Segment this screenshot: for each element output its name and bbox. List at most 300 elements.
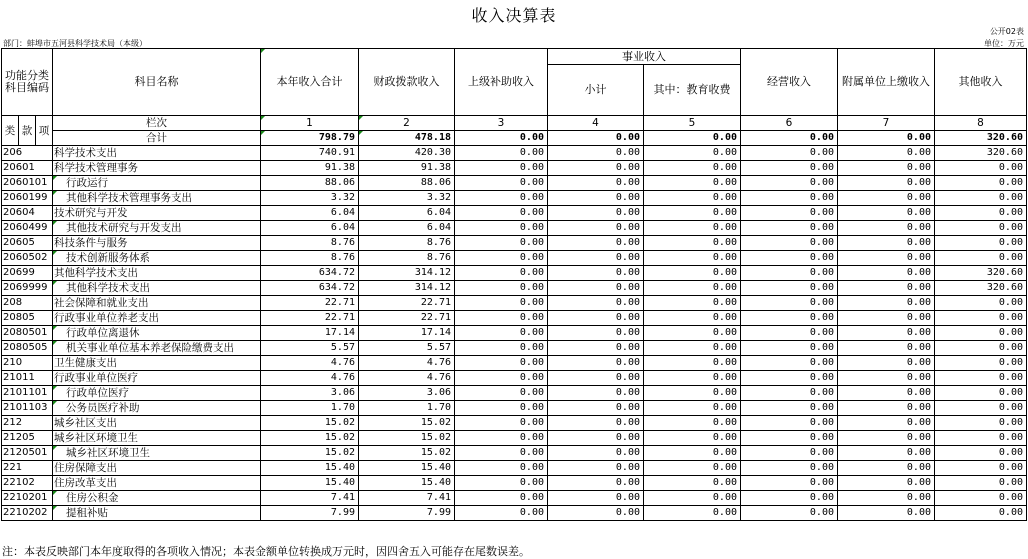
row-value: 0.00 (741, 461, 838, 476)
total-value: 0.00 (838, 131, 935, 146)
row-value: 0.00 (741, 446, 838, 461)
row-value: 0.00 (548, 386, 644, 401)
row-value: 0.00 (548, 236, 644, 251)
row-value: 15.02 (261, 446, 359, 461)
row-code: 210 (2, 356, 53, 371)
row-value: 0.00 (548, 491, 644, 506)
row-value: 0.00 (935, 221, 1027, 236)
table-row (2, 161, 1027, 176)
row-code: 206 (2, 146, 53, 161)
row-value: 740.91 (261, 146, 359, 161)
row-value: 8.76 (359, 236, 455, 251)
row-value: 634.72 (261, 266, 359, 281)
row-value: 0.00 (838, 281, 935, 296)
total-value: 0.00 (741, 131, 838, 146)
row-value: 0.00 (935, 191, 1027, 206)
row-value: 0.00 (838, 386, 935, 401)
row-value: 0.00 (741, 401, 838, 416)
row-value: 0.00 (455, 176, 548, 191)
header-affiliated: 附属单位上缴收入 (838, 49, 935, 116)
row-code: 2080505 (2, 341, 53, 356)
row-value: 0.00 (548, 191, 644, 206)
row-value: 0.00 (548, 431, 644, 446)
row-code: 20805 (2, 311, 53, 326)
table-row (2, 236, 1027, 251)
header-business-edu: 其中：教育收费 (644, 65, 741, 116)
row-value: 15.02 (359, 416, 455, 431)
row-value: 0.00 (741, 146, 838, 161)
row-name: 科技条件与服务 (53, 236, 261, 251)
table-row (2, 341, 1027, 356)
row-value: 0.00 (741, 326, 838, 341)
row-value: 0.00 (455, 221, 548, 236)
row-name: 科学技术管理事务 (53, 161, 261, 176)
row-value: 0.00 (548, 356, 644, 371)
row-value: 0.00 (935, 356, 1027, 371)
row-name: 城乡社区环境卫生 (53, 431, 261, 446)
row-value: 0.00 (935, 461, 1027, 476)
total-value: 798.79 (261, 131, 359, 146)
header-superior: 上级补助收入 (455, 49, 548, 116)
col-number: 8 (935, 116, 1027, 131)
table-row (2, 251, 1027, 266)
header-other: 其他收入 (935, 49, 1027, 116)
row-name: 住房保障支出 (53, 461, 261, 476)
row-value: 6.04 (261, 221, 359, 236)
row-value: 5.57 (261, 341, 359, 356)
row-value: 0.00 (741, 191, 838, 206)
row-value: 4.76 (359, 371, 455, 386)
header-lanci: 栏次 (53, 116, 261, 131)
row-value: 0.00 (548, 176, 644, 191)
total-value: 0.00 (644, 131, 741, 146)
row-code: 20605 (2, 236, 53, 251)
row-code: 2080501 (2, 326, 53, 341)
row-value: 0.00 (644, 296, 741, 311)
row-value: 0.00 (935, 371, 1027, 386)
row-value: 0.00 (741, 371, 838, 386)
row-name: 技术研究与开发 (53, 206, 261, 221)
table-row (2, 401, 1027, 416)
row-value: 0.00 (838, 146, 935, 161)
unit-label: 单位：万元 (984, 39, 1024, 48)
row-value: 0.00 (935, 491, 1027, 506)
row-value: 314.12 (359, 281, 455, 296)
row-value: 0.00 (741, 221, 838, 236)
row-value: 0.00 (741, 236, 838, 251)
row-value: 0.00 (935, 326, 1027, 341)
row-value: 0.00 (838, 236, 935, 251)
table-row (2, 491, 1027, 506)
row-value: 0.00 (838, 296, 935, 311)
row-code: 2060101 (2, 176, 53, 191)
table-row (2, 266, 1027, 281)
row-value: 0.00 (935, 176, 1027, 191)
row-value: 22.71 (359, 296, 455, 311)
row-code: 21205 (2, 431, 53, 446)
table-row (2, 416, 1027, 431)
row-name: 公务员医疗补助 (53, 401, 261, 416)
col-number: 1 (261, 116, 359, 131)
row-value: 0.00 (644, 401, 741, 416)
row-value: 0.00 (741, 176, 838, 191)
row-value: 0.00 (548, 221, 644, 236)
table-row (2, 191, 1027, 206)
row-value: 0.00 (644, 146, 741, 161)
row-value: 0.00 (838, 446, 935, 461)
row-value: 0.00 (838, 221, 935, 236)
row-name: 社会保障和就业支出 (53, 296, 261, 311)
row-value: 0.00 (935, 506, 1027, 521)
header-kuan: 款 (19, 116, 36, 146)
row-value: 0.00 (455, 341, 548, 356)
row-value: 3.32 (261, 191, 359, 206)
row-value: 0.00 (838, 311, 935, 326)
footnote: 注：本表反映部门本年度取得的各项收入情况；本表金额单位转换成万元时，因四舍五入可能存在尾数误差。 (2, 545, 530, 558)
row-value: 0.00 (935, 341, 1027, 356)
col-number: 7 (838, 116, 935, 131)
row-value: 0.00 (455, 191, 548, 206)
row-value: 0.00 (741, 356, 838, 371)
row-value: 0.00 (935, 311, 1027, 326)
page-title: 收入决算表 (471, 6, 557, 25)
header-code: 功能分类科目编码 (2, 49, 53, 116)
row-value: 0.00 (548, 401, 644, 416)
table-row (2, 371, 1027, 386)
row-value: 22.71 (261, 296, 359, 311)
row-value: 0.00 (455, 266, 548, 281)
header-lei: 类 (2, 116, 19, 146)
row-value: 0.00 (548, 326, 644, 341)
row-value: 0.00 (548, 416, 644, 431)
row-code: 20699 (2, 266, 53, 281)
row-code: 2060502 (2, 251, 53, 266)
row-value: 0.00 (644, 251, 741, 266)
row-name: 其他技术研究与开发支出 (53, 221, 261, 236)
row-value: 17.14 (261, 326, 359, 341)
row-value: 0.00 (644, 356, 741, 371)
row-value: 0.00 (644, 281, 741, 296)
row-value: 0.00 (838, 401, 935, 416)
row-value: 0.00 (741, 311, 838, 326)
row-value: 8.76 (359, 251, 455, 266)
row-code: 221 (2, 461, 53, 476)
col-number: 6 (741, 116, 838, 131)
row-value: 8.76 (261, 236, 359, 251)
table-row (2, 206, 1027, 221)
row-value: 0.00 (455, 401, 548, 416)
row-value: 0.00 (548, 371, 644, 386)
row-value: 0.00 (644, 266, 741, 281)
row-value: 0.00 (838, 506, 935, 521)
row-value: 0.00 (644, 221, 741, 236)
table-row (2, 296, 1027, 311)
row-value: 0.00 (838, 326, 935, 341)
row-value: 7.99 (261, 506, 359, 521)
total-value: 478.18 (359, 131, 455, 146)
row-value: 6.04 (359, 221, 455, 236)
row-value: 4.76 (261, 356, 359, 371)
row-value: 3.06 (261, 386, 359, 401)
row-code: 208 (2, 296, 53, 311)
row-value: 0.00 (741, 206, 838, 221)
row-value: 15.40 (359, 461, 455, 476)
row-value: 0.00 (838, 461, 935, 476)
total-value: 0.00 (548, 131, 644, 146)
row-value: 0.00 (644, 236, 741, 251)
row-value: 0.00 (838, 371, 935, 386)
row-value: 0.00 (741, 416, 838, 431)
row-value: 634.72 (261, 281, 359, 296)
row-value: 0.00 (838, 251, 935, 266)
row-name: 住房改革支出 (53, 476, 261, 491)
row-code: 2060199 (2, 191, 53, 206)
row-value: 1.70 (261, 401, 359, 416)
table-row (2, 506, 1027, 521)
row-value: 0.00 (741, 251, 838, 266)
row-value: 0.00 (644, 416, 741, 431)
row-value: 0.00 (838, 491, 935, 506)
row-value: 3.06 (359, 386, 455, 401)
row-code: 2069999 (2, 281, 53, 296)
row-value: 15.40 (261, 461, 359, 476)
income-table (1, 48, 1027, 521)
row-value: 0.00 (741, 386, 838, 401)
row-value: 0.00 (644, 341, 741, 356)
row-name: 城乡社区支出 (53, 416, 261, 431)
row-name: 城乡社区环境卫生 (53, 446, 261, 461)
row-value: 314.12 (359, 266, 455, 281)
row-name: 住房公积金 (53, 491, 261, 506)
row-value: 0.00 (548, 146, 644, 161)
row-value: 0.00 (741, 266, 838, 281)
row-value: 0.00 (644, 476, 741, 491)
row-value: 0.00 (838, 416, 935, 431)
table-row (2, 176, 1027, 191)
row-code: 21011 (2, 371, 53, 386)
total-value: 0.00 (455, 131, 548, 146)
col-number: 4 (548, 116, 644, 131)
row-value: 0.00 (644, 206, 741, 221)
form-number: 公开02表 (989, 27, 1024, 36)
table-row (2, 446, 1027, 461)
row-value: 0.00 (548, 281, 644, 296)
row-value: 0.00 (838, 431, 935, 446)
row-value: 15.02 (359, 446, 455, 461)
row-value: 0.00 (548, 461, 644, 476)
row-value: 0.00 (455, 491, 548, 506)
row-name: 卫生健康支出 (53, 356, 261, 371)
row-value: 0.00 (741, 281, 838, 296)
row-value: 5.57 (359, 341, 455, 356)
row-value: 7.41 (261, 491, 359, 506)
department-label: 部门：蚌埠市五河县科学技术局（本级） (3, 39, 147, 48)
row-name: 其他科学技术支出 (53, 281, 261, 296)
table-row (2, 461, 1027, 476)
row-value: 0.00 (838, 206, 935, 221)
row-value: 3.32 (359, 191, 455, 206)
row-name: 行政事业单位医疗 (53, 371, 261, 386)
row-value: 0.00 (455, 371, 548, 386)
table-row (2, 431, 1027, 446)
header-name: 科目名称 (53, 49, 261, 116)
row-value: 0.00 (644, 176, 741, 191)
row-value: 0.00 (455, 281, 548, 296)
col-number: 5 (644, 116, 741, 131)
row-value: 4.76 (359, 356, 455, 371)
row-code: 2120501 (2, 446, 53, 461)
row-value: 0.00 (741, 491, 838, 506)
row-value: 0.00 (455, 356, 548, 371)
row-value: 0.00 (935, 416, 1027, 431)
row-value: 15.40 (359, 476, 455, 491)
row-value: 22.71 (359, 311, 455, 326)
row-value: 0.00 (644, 461, 741, 476)
col-number: 2 (359, 116, 455, 131)
row-value: 0.00 (838, 176, 935, 191)
row-value: 0.00 (455, 326, 548, 341)
table-row (2, 386, 1027, 401)
row-code: 2210202 (2, 506, 53, 521)
row-value: 0.00 (935, 236, 1027, 251)
row-value: 320.60 (935, 281, 1027, 296)
row-value: 0.00 (838, 476, 935, 491)
header-business-group: 事业收入 (548, 49, 741, 65)
row-value: 7.41 (359, 491, 455, 506)
row-value: 91.38 (261, 161, 359, 176)
row-value: 0.00 (935, 161, 1027, 176)
row-value: 0.00 (548, 341, 644, 356)
row-code: 22102 (2, 476, 53, 491)
total-value: 320.60 (935, 131, 1027, 146)
row-value: 0.00 (548, 266, 644, 281)
row-name: 技术创新服务体系 (53, 251, 261, 266)
row-value: 0.00 (838, 356, 935, 371)
row-code: 2060499 (2, 221, 53, 236)
row-value: 0.00 (548, 311, 644, 326)
row-value: 0.00 (935, 401, 1027, 416)
row-value: 0.00 (455, 251, 548, 266)
row-value: 8.76 (261, 251, 359, 266)
row-value: 0.00 (935, 386, 1027, 401)
header-business-subtotal: 小计 (548, 65, 644, 116)
table-row (2, 281, 1027, 296)
row-value: 0.00 (838, 191, 935, 206)
row-value: 0.00 (548, 446, 644, 461)
row-code: 20604 (2, 206, 53, 221)
row-code: 2101101 (2, 386, 53, 401)
row-value: 15.40 (261, 476, 359, 491)
row-name: 行政单位离退休 (53, 326, 261, 341)
row-value: 0.00 (548, 476, 644, 491)
row-value: 0.00 (644, 161, 741, 176)
row-value: 6.04 (261, 206, 359, 221)
row-value: 4.76 (261, 371, 359, 386)
row-value: 0.00 (741, 506, 838, 521)
row-value: 0.00 (741, 296, 838, 311)
row-value: 6.04 (359, 206, 455, 221)
row-value: 0.00 (644, 446, 741, 461)
header-operating: 经营收入 (741, 49, 838, 116)
row-name: 提租补贴 (53, 506, 261, 521)
header-fiscal: 财政拨款收入 (359, 49, 455, 116)
row-value: 320.60 (935, 146, 1027, 161)
row-value: 0.00 (548, 161, 644, 176)
row-value: 15.02 (261, 416, 359, 431)
row-value: 0.00 (935, 476, 1027, 491)
row-name: 机关事业单位基本养老保险缴费支出 (53, 341, 261, 356)
row-value: 88.06 (261, 176, 359, 191)
row-value: 0.00 (838, 341, 935, 356)
row-value: 420.30 (359, 146, 455, 161)
row-value: 0.00 (548, 296, 644, 311)
row-value: 320.60 (935, 266, 1027, 281)
row-name: 行政运行 (53, 176, 261, 191)
row-value: 0.00 (455, 296, 548, 311)
row-value: 0.00 (935, 431, 1027, 446)
row-value: 15.02 (359, 431, 455, 446)
row-value: 0.00 (455, 506, 548, 521)
row-code: 212 (2, 416, 53, 431)
table-row (2, 476, 1027, 491)
row-code: 2210201 (2, 491, 53, 506)
row-value: 0.00 (644, 326, 741, 341)
row-value: 0.00 (644, 506, 741, 521)
table-body (2, 146, 1027, 521)
table-row (2, 326, 1027, 341)
row-value: 0.00 (455, 461, 548, 476)
row-code: 2101103 (2, 401, 53, 416)
row-value: 0.00 (455, 206, 548, 221)
row-name: 行政单位医疗 (53, 386, 261, 401)
row-value: 0.00 (548, 506, 644, 521)
row-name: 行政事业单位养老支出 (53, 311, 261, 326)
row-name: 其他科学技术管理事务支出 (53, 191, 261, 206)
row-value: 0.00 (455, 161, 548, 176)
table-row (2, 146, 1027, 161)
row-value: 0.00 (644, 191, 741, 206)
row-value: 22.71 (261, 311, 359, 326)
col-number: 3 (455, 116, 548, 131)
row-value: 0.00 (741, 161, 838, 176)
row-value: 0.00 (838, 266, 935, 281)
header-total: 本年收入合计 (261, 49, 359, 116)
row-value: 0.00 (644, 371, 741, 386)
row-value: 17.14 (359, 326, 455, 341)
row-value: 0.00 (935, 446, 1027, 461)
row-value: 0.00 (935, 251, 1027, 266)
row-value: 0.00 (455, 386, 548, 401)
table-row (2, 221, 1027, 236)
row-value: 0.00 (455, 311, 548, 326)
row-value: 0.00 (455, 476, 548, 491)
table-row (2, 311, 1027, 326)
row-value: 0.00 (838, 161, 935, 176)
row-value: 7.99 (359, 506, 455, 521)
row-value: 0.00 (644, 311, 741, 326)
row-value: 0.00 (644, 386, 741, 401)
header-xiang: 项 (36, 116, 53, 146)
row-code: 20601 (2, 161, 53, 176)
total-label: 合计 (53, 131, 261, 146)
row-value: 0.00 (935, 206, 1027, 221)
table-row (2, 356, 1027, 371)
row-value: 0.00 (741, 431, 838, 446)
row-value: 0.00 (455, 446, 548, 461)
row-value: 15.02 (261, 431, 359, 446)
row-value: 0.00 (644, 491, 741, 506)
row-value: 0.00 (548, 206, 644, 221)
